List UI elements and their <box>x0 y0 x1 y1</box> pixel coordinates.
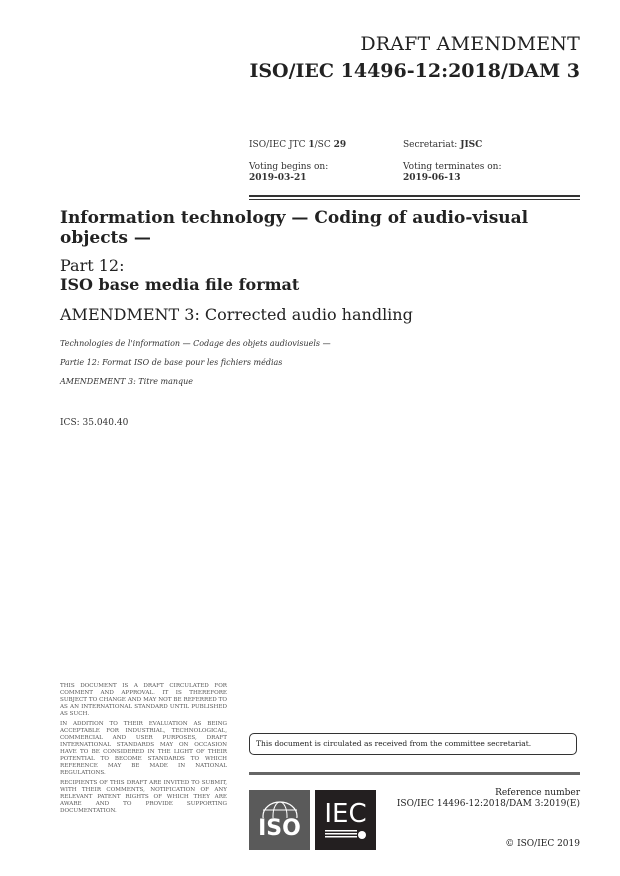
committee-sep: /SC <box>314 140 334 150</box>
voting-begins <box>249 162 328 184</box>
divider <box>249 772 580 775</box>
voting-begins-label: Voting begins on: <box>249 162 329 172</box>
committee-sc: 29 <box>333 140 347 150</box>
ics-code: ICS: 35.040.40 <box>60 418 129 428</box>
iso-logo-text: ISO <box>258 816 301 841</box>
circulation-notice: This document is circulated as received from the committee secretariat. <box>249 733 577 755</box>
committee-prefix: ISO/IEC JTC <box>249 140 309 150</box>
reference-label: Reference number <box>495 788 580 798</box>
secretariat-label: Secretariat: <box>403 140 461 150</box>
disclaimer-paragraph: IN ADDITION TO THEIR EVALUATION AS BEING ACCEPTABLE FOR INDUSTRIAL, TECHNOLOGICAL, COMMERCIAL AND USER PURPOSES, DRAFT INTERNATIONAL STANDARDS MAY ON OCCASION HAVE TO BE CONSIDERED IN THE LIGHT OF THEIR POTENTIAL TO BECOME STANDARDS TO WHICH REFERENCE MAY BE MADE IN NATIONAL REGULATIONS. <box>60 721 227 776</box>
part-title: ISO base media file format <box>60 275 300 294</box>
voting-ends-label: Voting terminates on: <box>403 162 502 172</box>
voting-ends <box>403 162 502 184</box>
divider <box>249 195 580 197</box>
divider <box>249 199 580 200</box>
document-title: Information technology — Coding of audio-visual objects — <box>60 208 529 248</box>
disclaimer <box>60 683 227 818</box>
voting-begins-date: 2019-03-21 <box>249 173 307 183</box>
copyright: © ISO/IEC 2019 <box>505 839 580 849</box>
voting-ends-date: 2019-06-13 <box>403 173 461 183</box>
draft-label: DRAFT AMENDMENT <box>360 33 580 55</box>
reference-block <box>397 788 580 810</box>
french-title-line: Technologies de l'information — Codage des objets audiovisuels — <box>60 339 331 348</box>
iec-stripes-icon <box>325 828 367 840</box>
iec-logo <box>315 790 376 850</box>
part-number: Part 12: <box>60 256 125 275</box>
french-title-line: AMENDEMENT 3: Titre manque <box>60 377 194 386</box>
document-id: ISO/IEC 14496-12:2018/DAM 3 <box>249 60 580 82</box>
reference-number: ISO/IEC 14496-12:2018/DAM 3:2019(E) <box>396 799 580 809</box>
committee-num: 1 <box>308 140 315 150</box>
french-title-line: Partie 12: Format ISO de base pour les fichiers médias <box>60 358 283 367</box>
disclaimer-paragraph: THIS DOCUMENT IS A DRAFT CIRCULATED FOR COMMENT AND APPROVAL. IT IS THEREFORE SUBJECT TO CHANGE AND MAY NOT BE REFERRED TO AS AN INTERNATIONAL STANDARD UNTIL PUBLISHED AS SUCH. <box>60 683 227 717</box>
disclaimer-paragraph: RECIPIENTS OF THIS DRAFT ARE INVITED TO SUBMIT, WITH THEIR COMMENTS, NOTIFICATION OF ANY RELEVANT PATENT RIGHTS OF WHICH THEY ARE AWARE AND TO PROVIDE SUPPORTING DOCUMENTATION. <box>60 780 227 814</box>
secretariat <box>403 140 482 150</box>
amendment-title: AMENDMENT 3: Corrected audio handling <box>60 305 413 324</box>
committee <box>249 140 346 150</box>
iec-logo-text: IEC <box>324 799 367 829</box>
iso-logo <box>249 790 310 850</box>
secretariat-value: JISC <box>460 140 483 150</box>
